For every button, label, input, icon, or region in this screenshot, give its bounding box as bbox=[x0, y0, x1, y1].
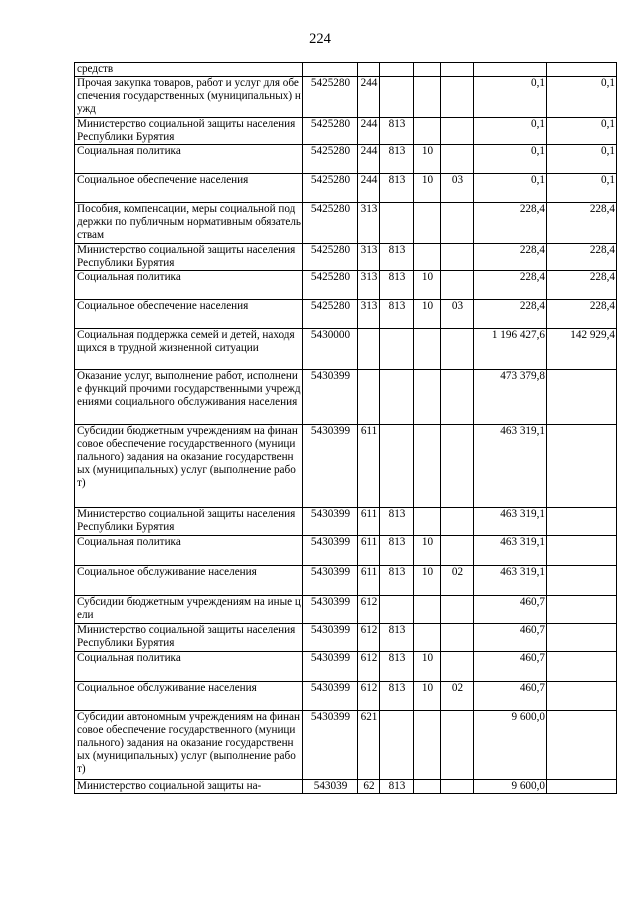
subsection-code-cell bbox=[441, 329, 474, 370]
subsection-code-cell bbox=[441, 536, 474, 566]
row-name-cell: Министерство социальной защиты населения Республики Бурятия bbox=[75, 508, 303, 536]
section-code-cell: 10 bbox=[414, 145, 441, 174]
row-name-cell: Социальное обслуживание населения bbox=[75, 682, 303, 711]
ministry-code-cell: 813 bbox=[380, 508, 414, 536]
row-name-cell: Оказание услуг, выполнение работ, исполнение функций прочими государственными учреждениями социального обслуживания населения bbox=[75, 370, 303, 425]
amount-year2-cell: 0,1 bbox=[547, 145, 617, 174]
row-name-cell: Социальная политика bbox=[75, 271, 303, 300]
ministry-code-cell: 813 bbox=[380, 118, 414, 145]
subsection-code-cell bbox=[441, 780, 474, 794]
section-code-cell: 10 bbox=[414, 566, 441, 596]
subsection-code-cell bbox=[441, 425, 474, 508]
section-code-cell bbox=[414, 63, 441, 77]
row-name-cell: Субсидии бюджетным учреждениям на финансовое обеспечение государственного (муниципального) задания на оказание государственных (муниципальных) услуг (выполнение работ) bbox=[75, 425, 303, 508]
table-row bbox=[75, 145, 617, 174]
expense-type-cell: 313 bbox=[358, 244, 380, 271]
amount-year2-cell bbox=[547, 711, 617, 780]
row-name-cell: Пособия, компенсации, меры социальной поддержки по публичным нормативным обязательствам bbox=[75, 203, 303, 244]
table-row bbox=[75, 425, 617, 508]
section-code-cell bbox=[414, 596, 441, 624]
ministry-code-cell bbox=[380, 63, 414, 77]
table-row bbox=[75, 652, 617, 682]
amount-year2-cell bbox=[547, 624, 617, 652]
amount-year1-cell: 0,1 bbox=[474, 174, 547, 203]
expense-type-cell: 612 bbox=[358, 624, 380, 652]
expense-type-cell: 612 bbox=[358, 596, 380, 624]
target-article-code-cell: 5430399 bbox=[303, 652, 358, 682]
budget-table bbox=[74, 62, 617, 794]
subsection-code-cell bbox=[441, 271, 474, 300]
target-article-code-cell: 5425280 bbox=[303, 203, 358, 244]
ministry-code-cell bbox=[380, 425, 414, 508]
ministry-code-cell bbox=[380, 711, 414, 780]
amount-year1-cell: 463 319,1 bbox=[474, 508, 547, 536]
amount-year1-cell: 9 600,0 bbox=[474, 780, 547, 794]
section-code-cell bbox=[414, 780, 441, 794]
table-row bbox=[75, 271, 617, 300]
amount-year1-cell: 1 196 427,6 bbox=[474, 329, 547, 370]
amount-year2-cell bbox=[547, 63, 617, 77]
subsection-code-cell bbox=[441, 596, 474, 624]
row-name-cell: Социальная политика bbox=[75, 145, 303, 174]
expense-type-cell: 244 bbox=[358, 174, 380, 203]
table-row bbox=[75, 63, 617, 77]
ministry-code-cell bbox=[380, 203, 414, 244]
target-article-code-cell: 5430399 bbox=[303, 425, 358, 508]
subsection-code-cell bbox=[441, 370, 474, 425]
table-row bbox=[75, 118, 617, 145]
amount-year2-cell bbox=[547, 370, 617, 425]
expense-type-cell: 313 bbox=[358, 271, 380, 300]
table-row bbox=[75, 203, 617, 244]
amount-year1-cell: 228,4 bbox=[474, 300, 547, 329]
target-article-code-cell: 5430399 bbox=[303, 536, 358, 566]
amount-year1-cell: 0,1 bbox=[474, 118, 547, 145]
section-code-cell bbox=[414, 118, 441, 145]
target-article-code-cell: 5430399 bbox=[303, 596, 358, 624]
table-row bbox=[75, 508, 617, 536]
target-article-code-cell: 5430399 bbox=[303, 370, 358, 425]
ministry-code-cell: 813 bbox=[380, 682, 414, 711]
table-row bbox=[75, 370, 617, 425]
expense-type-cell bbox=[358, 63, 380, 77]
amount-year2-cell: 228,4 bbox=[547, 271, 617, 300]
expense-type-cell: 244 bbox=[358, 77, 380, 118]
expense-type-cell: 612 bbox=[358, 682, 380, 711]
amount-year1-cell: 460,7 bbox=[474, 652, 547, 682]
subsection-code-cell bbox=[441, 624, 474, 652]
subsection-code-cell: 03 bbox=[441, 300, 474, 329]
ministry-code-cell: 813 bbox=[380, 652, 414, 682]
target-article-code-cell: 5425280 bbox=[303, 77, 358, 118]
row-name-cell: Министерство социальной защиты населения Республики Бурятия bbox=[75, 118, 303, 145]
row-name-cell: Социальная политика bbox=[75, 652, 303, 682]
ministry-code-cell bbox=[380, 77, 414, 118]
amount-year2-cell: 0,1 bbox=[547, 118, 617, 145]
amount-year2-cell bbox=[547, 566, 617, 596]
expense-type-cell: 612 bbox=[358, 652, 380, 682]
section-code-cell: 10 bbox=[414, 682, 441, 711]
ministry-code-cell: 813 bbox=[380, 536, 414, 566]
section-code-cell bbox=[414, 77, 441, 118]
expense-type-cell: 611 bbox=[358, 566, 380, 596]
table-row bbox=[75, 682, 617, 711]
amount-year1-cell: 463 319,1 bbox=[474, 566, 547, 596]
table-row bbox=[75, 329, 617, 370]
ministry-code-cell bbox=[380, 329, 414, 370]
ministry-code-cell: 813 bbox=[380, 174, 414, 203]
amount-year1-cell: 460,7 bbox=[474, 682, 547, 711]
row-name-cell: Министерство социальной защиты на- bbox=[75, 780, 303, 794]
subsection-code-cell bbox=[441, 508, 474, 536]
amount-year1-cell: 473 379,8 bbox=[474, 370, 547, 425]
section-code-cell bbox=[414, 244, 441, 271]
section-code-cell bbox=[414, 425, 441, 508]
table-body bbox=[75, 63, 617, 794]
amount-year2-cell: 228,4 bbox=[547, 244, 617, 271]
amount-year1-cell: 460,7 bbox=[474, 596, 547, 624]
row-name-cell: Социальное обеспечение населения bbox=[75, 174, 303, 203]
expense-type-cell: 611 bbox=[358, 536, 380, 566]
row-name-cell: Социальное обеспечение населения bbox=[75, 300, 303, 329]
section-code-cell bbox=[414, 203, 441, 244]
subsection-code-cell bbox=[441, 145, 474, 174]
ministry-code-cell bbox=[380, 596, 414, 624]
expense-type-cell: 313 bbox=[358, 203, 380, 244]
row-name-cell: Социальная политика bbox=[75, 536, 303, 566]
row-name-cell: Социальная поддержка семей и детей, находящихся в трудной жизненной ситуации bbox=[75, 329, 303, 370]
row-name-cell: Министерство социальной защиты населения Республики Бурятия bbox=[75, 244, 303, 271]
target-article-code-cell: 5430000 bbox=[303, 329, 358, 370]
subsection-code-cell bbox=[441, 711, 474, 780]
subsection-code-cell bbox=[441, 63, 474, 77]
row-name-cell: Социальное обслуживание населения bbox=[75, 566, 303, 596]
amount-year1-cell bbox=[474, 63, 547, 77]
ministry-code-cell: 813 bbox=[380, 145, 414, 174]
table-row bbox=[75, 711, 617, 780]
expense-type-cell: 611 bbox=[358, 508, 380, 536]
target-article-code-cell: 5430399 bbox=[303, 682, 358, 711]
target-article-code-cell: 5425280 bbox=[303, 145, 358, 174]
table-row bbox=[75, 300, 617, 329]
expense-type-cell: 611 bbox=[358, 425, 380, 508]
table-row bbox=[75, 174, 617, 203]
subsection-code-cell: 02 bbox=[441, 566, 474, 596]
table-row bbox=[75, 624, 617, 652]
target-article-code-cell: 5430399 bbox=[303, 566, 358, 596]
subsection-code-cell bbox=[441, 203, 474, 244]
amount-year1-cell: 228,4 bbox=[474, 203, 547, 244]
table-row bbox=[75, 596, 617, 624]
amount-year2-cell: 228,4 bbox=[547, 300, 617, 329]
row-name-cell: средств bbox=[75, 63, 303, 77]
row-name-cell: Субсидии бюджетным учреждениям на иные цели bbox=[75, 596, 303, 624]
table-row bbox=[75, 780, 617, 794]
amount-year2-cell bbox=[547, 596, 617, 624]
table-row bbox=[75, 77, 617, 118]
amount-year2-cell bbox=[547, 682, 617, 711]
target-article-code-cell: 5425280 bbox=[303, 300, 358, 329]
ministry-code-cell: 813 bbox=[380, 624, 414, 652]
subsection-code-cell: 03 bbox=[441, 174, 474, 203]
ministry-code-cell bbox=[380, 370, 414, 425]
expense-type-cell bbox=[358, 370, 380, 425]
section-code-cell bbox=[414, 508, 441, 536]
ministry-code-cell: 813 bbox=[380, 271, 414, 300]
target-article-code-cell: 543039 bbox=[303, 780, 358, 794]
amount-year2-cell bbox=[547, 508, 617, 536]
section-code-cell bbox=[414, 711, 441, 780]
amount-year1-cell: 460,7 bbox=[474, 624, 547, 652]
ministry-code-cell: 813 bbox=[380, 244, 414, 271]
amount-year1-cell: 463 319,1 bbox=[474, 536, 547, 566]
section-code-cell: 10 bbox=[414, 271, 441, 300]
section-code-cell bbox=[414, 624, 441, 652]
subsection-code-cell bbox=[441, 652, 474, 682]
ministry-code-cell: 813 bbox=[380, 566, 414, 596]
target-article-code-cell: 5425280 bbox=[303, 244, 358, 271]
table-row bbox=[75, 244, 617, 271]
amount-year2-cell bbox=[547, 780, 617, 794]
amount-year2-cell: 0,1 bbox=[547, 77, 617, 118]
subsection-code-cell bbox=[441, 77, 474, 118]
target-article-code-cell: 5425280 bbox=[303, 174, 358, 203]
amount-year2-cell: 142 929,4 bbox=[547, 329, 617, 370]
table-row bbox=[75, 566, 617, 596]
ministry-code-cell: 813 bbox=[380, 780, 414, 794]
amount-year2-cell: 228,4 bbox=[547, 203, 617, 244]
row-name-cell: Прочая закупка товаров, работ и услуг для обеспечения государственных (муниципальных) нужд bbox=[75, 77, 303, 118]
target-article-code-cell: 5430399 bbox=[303, 711, 358, 780]
expense-type-cell bbox=[358, 329, 380, 370]
target-article-code-cell: 5430399 bbox=[303, 508, 358, 536]
section-code-cell: 10 bbox=[414, 300, 441, 329]
table-row bbox=[75, 536, 617, 566]
subsection-code-cell bbox=[441, 118, 474, 145]
amount-year1-cell: 463 319,1 bbox=[474, 425, 547, 508]
section-code-cell bbox=[414, 370, 441, 425]
row-name-cell: Субсидии автономным учреждениям на финансовое обеспечение государственного (муниципального) задания на оказание государственных (муниципальных) услуг (выполнение работ) bbox=[75, 711, 303, 780]
section-code-cell bbox=[414, 329, 441, 370]
ministry-code-cell: 813 bbox=[380, 300, 414, 329]
amount-year1-cell: 0,1 bbox=[474, 145, 547, 174]
section-code-cell: 10 bbox=[414, 536, 441, 566]
expense-type-cell: 244 bbox=[358, 145, 380, 174]
amount-year2-cell bbox=[547, 652, 617, 682]
amount-year2-cell: 0,1 bbox=[547, 174, 617, 203]
target-article-code-cell bbox=[303, 63, 358, 77]
amount-year1-cell: 9 600,0 bbox=[474, 711, 547, 780]
subsection-code-cell: 02 bbox=[441, 682, 474, 711]
amount-year1-cell: 228,4 bbox=[474, 244, 547, 271]
expense-type-cell: 62 bbox=[358, 780, 380, 794]
expense-type-cell: 244 bbox=[358, 118, 380, 145]
target-article-code-cell: 5430399 bbox=[303, 624, 358, 652]
page-number: 224 bbox=[309, 31, 331, 47]
subsection-code-cell bbox=[441, 244, 474, 271]
expense-type-cell: 313 bbox=[358, 300, 380, 329]
target-article-code-cell: 5425280 bbox=[303, 118, 358, 145]
target-article-code-cell: 5425280 bbox=[303, 271, 358, 300]
expense-type-cell: 621 bbox=[358, 711, 380, 780]
row-name-cell: Министерство социальной защиты населения Республики Бурятия bbox=[75, 624, 303, 652]
amount-year1-cell: 228,4 bbox=[474, 271, 547, 300]
section-code-cell: 10 bbox=[414, 652, 441, 682]
section-code-cell: 10 bbox=[414, 174, 441, 203]
amount-year2-cell bbox=[547, 425, 617, 508]
amount-year1-cell: 0,1 bbox=[474, 77, 547, 118]
amount-year2-cell bbox=[547, 536, 617, 566]
